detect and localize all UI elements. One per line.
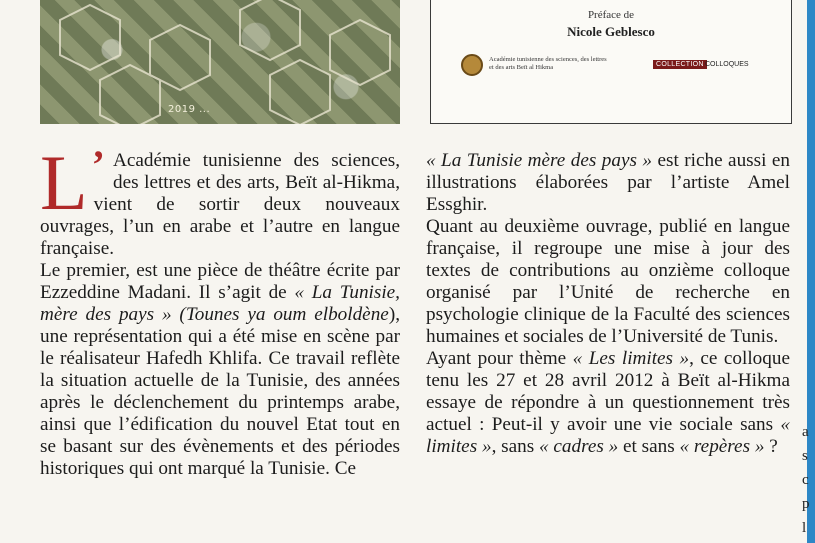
collection-name: COLLOQUES (705, 61, 749, 68)
article-column-left (40, 139, 400, 480)
paragraph: Ayant pour thème « Les limites », ce colloque tenu les 27 et 28 avril 2012 à Beït al-Hikma essaye de répondre à un questionnement très actuel : Peut-il y avoir une vie sociale sans « limites », sans « cadres » et sans « repères » ? (426, 348, 790, 457)
academy-text: Académie tunisienne des sciences, des lettres et des arts Beït al Hikma (489, 56, 607, 71)
drop-cap: L (40, 139, 88, 226)
paragraph: Le premier, est une pièce de théâtre écrite par Ezzeddine Madani. Il s’agit de « La Tunisie, mère des pays » (Tounes ya oum elboldène), une représentation qui a été mise en scène par le réalisateur Hafedh Khlifa. Ce travail reflète la situation actuelle de la Tunisie, des années après le déclenchement du printemps arabe, ainsi que l’édification du nouvel Etat tout en se basant sur des évènements et des périodes historiques qui ont marqué la Tunisie. Ce (40, 260, 400, 479)
edge-letter: a (802, 424, 809, 440)
edge-letter: s (802, 448, 808, 464)
preface-name: Nicole Geblesco (567, 24, 655, 39)
book-cover-photo-left (40, 0, 400, 124)
collection-badge: COLLECTION (653, 60, 707, 69)
geometric-pattern (40, 0, 400, 124)
edge-letter: l (802, 520, 807, 536)
edge-letter: p (802, 496, 810, 512)
page-edge-strip (807, 0, 815, 543)
paragraph: Quant au deuxième ouvrage, publié en langue française, il regroupe une mise à jour des textes de contributions au onzième colloque organisé par l’Unité de recherche en psychologie clinique de la Faculté des sciences humaines et sociales de l’Université de Tunis. (426, 216, 790, 347)
paragraph: Académie tunisienne des sciences, des lettres et des arts, Beït al-Hikma, vient de sortir deux nouveaux ouvrages, l’un en arabe et l’autre en langue française. (40, 150, 400, 259)
book-cover-right (430, 0, 792, 124)
edge-letter: c (802, 472, 809, 488)
paragraph: « La Tunisie mère des pays » est riche aussi en illustrations élaborées par l’artiste Amel Essghir. (426, 150, 790, 215)
drop-cap-apostrophe: ’ (91, 142, 105, 187)
article-column-right (426, 150, 790, 458)
academy-logo-icon (461, 54, 483, 76)
cover-caption: 2019 ... (168, 104, 211, 115)
preface-label: Préface de (587, 9, 635, 21)
